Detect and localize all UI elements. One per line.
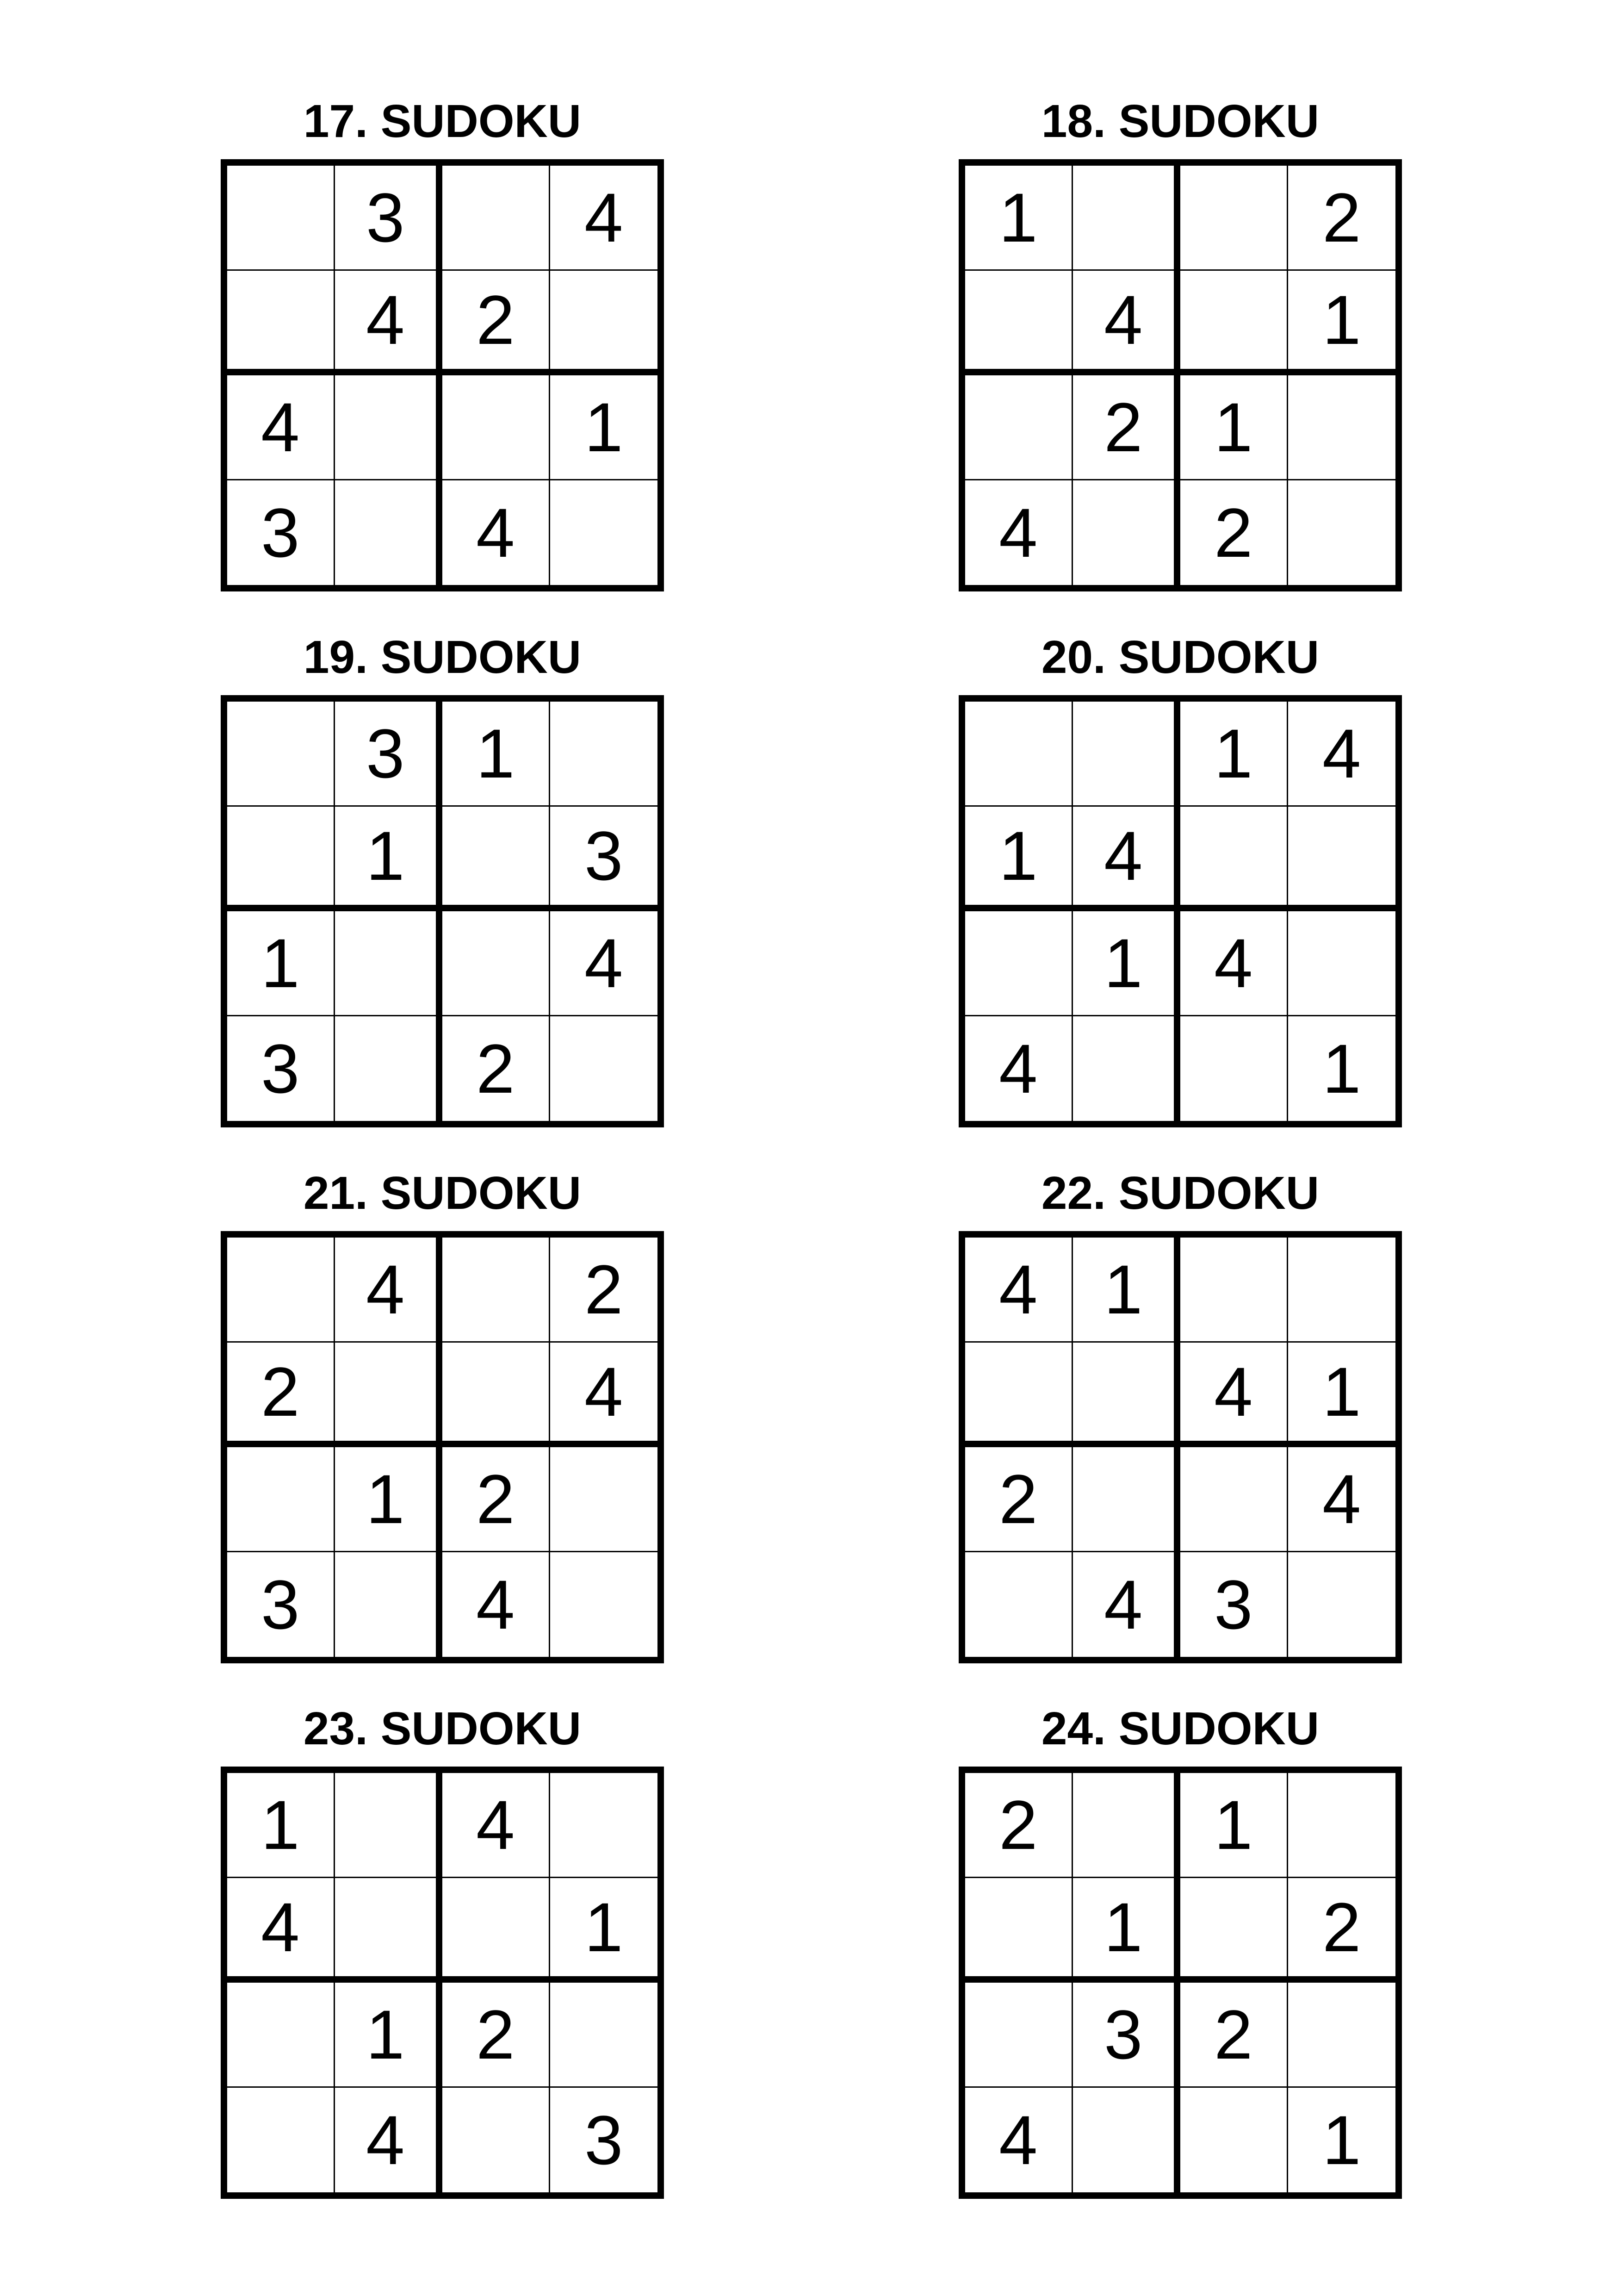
sudoku-cell[interactable]: 4 bbox=[965, 1238, 1073, 1343]
sudoku-cell[interactable]: 3 bbox=[584, 2101, 623, 2179]
sudoku-cell[interactable] bbox=[227, 166, 335, 271]
sudoku-cell[interactable]: 4 bbox=[1180, 1343, 1288, 1448]
sudoku-cell[interactable]: 2 bbox=[442, 1016, 550, 1121]
puzzle-title: 20. SUDOKU bbox=[1041, 631, 1320, 683]
sudoku-cell[interactable]: 2 bbox=[442, 1447, 550, 1552]
sudoku-cell[interactable] bbox=[1180, 1447, 1288, 1552]
sudoku-cell[interactable]: 1 bbox=[550, 375, 658, 480]
sudoku-cell[interactable] bbox=[965, 911, 1073, 1016]
sudoku-cell[interactable] bbox=[1180, 1238, 1288, 1343]
sudoku-cell[interactable] bbox=[442, 1878, 550, 1983]
sudoku-cell[interactable]: 4 bbox=[965, 2088, 1073, 2193]
puzzle-title: 17. SUDOKU bbox=[303, 95, 582, 147]
sudoku-grid bbox=[221, 159, 664, 591]
sudoku-cell[interactable]: 1 bbox=[1288, 1343, 1396, 1448]
sudoku-cell[interactable] bbox=[1288, 1773, 1396, 1878]
sudoku-cell[interactable] bbox=[442, 375, 550, 480]
sudoku-cell[interactable]: 2 bbox=[1288, 1878, 1396, 1983]
sudoku-cell[interactable]: 1 bbox=[335, 807, 443, 912]
sudoku-cell[interactable]: 1 bbox=[442, 702, 550, 807]
sudoku-cell[interactable]: 1 bbox=[1322, 2101, 1361, 2179]
puzzle-title: 22. SUDOKU bbox=[1041, 1167, 1320, 1219]
sudoku-cell[interactable]: 3 bbox=[335, 166, 443, 271]
sudoku-cell[interactable] bbox=[550, 1447, 658, 1552]
sudoku-cell[interactable]: 4 bbox=[965, 1016, 1073, 1121]
sudoku-cell[interactable] bbox=[965, 1878, 1073, 1983]
sudoku-cell[interactable] bbox=[1180, 166, 1288, 271]
sudoku-cell[interactable] bbox=[965, 1552, 1073, 1657]
puzzle-title: 19. SUDOKU bbox=[303, 631, 582, 683]
sudoku-cell[interactable] bbox=[965, 1343, 1073, 1448]
sudoku-cell[interactable] bbox=[1288, 807, 1396, 912]
sudoku-cell[interactable] bbox=[1288, 480, 1396, 585]
sudoku-cell[interactable]: 4 bbox=[550, 911, 658, 1016]
sudoku-cell[interactable] bbox=[1288, 911, 1396, 1016]
sudoku-cell[interactable] bbox=[1073, 2088, 1181, 2193]
sudoku-cell[interactable]: 4 bbox=[1288, 702, 1396, 807]
sudoku-cell[interactable]: 3 bbox=[1073, 1983, 1181, 2088]
sudoku-cell[interactable]: 4 bbox=[550, 1343, 658, 1448]
sudoku-cell[interactable]: 1 bbox=[965, 166, 1073, 271]
sudoku-cell[interactable] bbox=[227, 1983, 335, 2088]
sudoku-cell[interactable]: 1 bbox=[1073, 1878, 1181, 1983]
sudoku-cell[interactable]: 1 bbox=[1180, 702, 1288, 807]
sudoku-cell[interactable]: 1 bbox=[1180, 375, 1288, 480]
sudoku-cell[interactable] bbox=[550, 271, 658, 376]
sudoku-cell[interactable]: 3 bbox=[1180, 1552, 1288, 1657]
sudoku-cell[interactable] bbox=[335, 1016, 443, 1121]
sudoku-cell[interactable]: 1 bbox=[335, 1983, 443, 2088]
sudoku-cell[interactable]: 2 bbox=[442, 1983, 550, 2088]
sudoku-cell[interactable] bbox=[1288, 1238, 1396, 1343]
sudoku-cell[interactable] bbox=[1073, 702, 1181, 807]
sudoku-cell[interactable] bbox=[1180, 807, 1288, 912]
sudoku-cell[interactable] bbox=[1073, 1343, 1181, 1448]
sudoku-cell[interactable] bbox=[335, 1552, 443, 1657]
sudoku-grid bbox=[959, 695, 1402, 1127]
sudoku-cell[interactable] bbox=[442, 1238, 550, 1343]
sudoku-cell[interactable]: 4 bbox=[335, 271, 443, 376]
sudoku-cell[interactable] bbox=[965, 271, 1073, 376]
sudoku-cell[interactable]: 4 bbox=[227, 1878, 335, 1983]
sudoku-cell[interactable]: 3 bbox=[227, 1016, 335, 1121]
sudoku-cell[interactable]: 4 bbox=[335, 2088, 443, 2193]
sudoku-cell[interactable]: 4 bbox=[335, 1238, 443, 1343]
sudoku-cell[interactable]: 4 bbox=[1073, 271, 1181, 376]
sudoku-cell[interactable]: 2 bbox=[1180, 1983, 1288, 2088]
sudoku-cell[interactable]: 1 bbox=[1288, 271, 1396, 376]
sudoku-cell[interactable] bbox=[227, 1447, 335, 1552]
sudoku-cell[interactable] bbox=[1073, 1447, 1181, 1552]
sudoku-cell[interactable] bbox=[1288, 1552, 1396, 1657]
sudoku-cell[interactable]: 2 bbox=[442, 271, 550, 376]
sudoku-cell[interactable] bbox=[1288, 1983, 1396, 2088]
sudoku-cell[interactable] bbox=[227, 2088, 335, 2193]
sudoku-cell[interactable]: 2 bbox=[965, 1447, 1073, 1552]
sudoku-cell[interactable]: 2 bbox=[1288, 166, 1396, 271]
sudoku-cell[interactable]: 2 bbox=[1073, 375, 1181, 480]
sudoku-cell[interactable] bbox=[1180, 1016, 1288, 1121]
sudoku-cell[interactable] bbox=[1180, 1878, 1288, 1983]
sudoku-cell[interactable] bbox=[965, 375, 1073, 480]
sudoku-cell[interactable] bbox=[335, 1773, 443, 1878]
sudoku-cell[interactable] bbox=[1073, 1016, 1181, 1121]
sudoku-cell[interactable] bbox=[442, 807, 550, 912]
sudoku-cell[interactable]: 4 bbox=[227, 375, 335, 480]
sudoku-cell[interactable]: 3 bbox=[227, 1552, 335, 1657]
sudoku-cell[interactable]: 2 bbox=[965, 1773, 1073, 1878]
sudoku-cell[interactable]: 3 bbox=[227, 480, 335, 585]
sudoku-grid bbox=[221, 695, 664, 1127]
sudoku-cell[interactable]: 2 bbox=[1180, 480, 1288, 585]
sudoku-cell[interactable] bbox=[335, 1878, 443, 1983]
sudoku-cell[interactable] bbox=[1073, 480, 1181, 585]
sudoku-cell[interactable] bbox=[550, 1016, 658, 1121]
sudoku-cell[interactable] bbox=[442, 911, 550, 1016]
sudoku-cell[interactable] bbox=[442, 2088, 550, 2193]
sudoku-cell[interactable] bbox=[442, 166, 550, 271]
sudoku-grid bbox=[959, 159, 1402, 591]
sudoku-cell[interactable]: 1 bbox=[227, 911, 335, 1016]
puzzle-title: 21. SUDOKU bbox=[303, 1167, 582, 1219]
sudoku-cell[interactable]: 1 bbox=[335, 1447, 443, 1552]
sudoku-cell[interactable]: 1 bbox=[965, 807, 1073, 912]
sudoku-cell[interactable]: 1 bbox=[1073, 911, 1181, 1016]
sudoku-cell[interactable] bbox=[550, 1773, 658, 1878]
sudoku-cell[interactable]: 3 bbox=[335, 702, 443, 807]
sudoku-grid bbox=[221, 1231, 664, 1663]
sudoku-cell[interactable]: 1 bbox=[1180, 1773, 1288, 1878]
sudoku-cell[interactable]: 4 bbox=[1180, 911, 1288, 1016]
sudoku-cell[interactable] bbox=[335, 480, 443, 585]
sudoku-grid bbox=[959, 1231, 1402, 1663]
sudoku-grid bbox=[959, 1767, 1402, 2199]
sudoku-cell[interactable] bbox=[1180, 271, 1288, 376]
sudoku-cell[interactable] bbox=[550, 702, 658, 807]
sudoku-cell[interactable]: 1 bbox=[227, 1773, 335, 1878]
sudoku-cell[interactable] bbox=[1073, 1773, 1181, 1878]
sudoku-cell[interactable] bbox=[227, 271, 335, 376]
sudoku-cell[interactable] bbox=[965, 1983, 1073, 2088]
sudoku-cell[interactable] bbox=[442, 1343, 550, 1448]
sudoku-cell[interactable] bbox=[1288, 375, 1396, 480]
sudoku-cell[interactable]: 1 bbox=[550, 1878, 658, 1983]
sudoku-cell[interactable] bbox=[227, 702, 335, 807]
sudoku-cell[interactable]: 2 bbox=[550, 1238, 658, 1343]
sudoku-cell[interactable] bbox=[1180, 2088, 1288, 2193]
sudoku-cell[interactable]: 1 bbox=[1073, 1238, 1181, 1343]
sudoku-cell[interactable]: 4 bbox=[965, 480, 1073, 585]
sudoku-cell[interactable]: 4 bbox=[442, 1552, 550, 1657]
sudoku-cell[interactable]: 4 bbox=[1073, 807, 1181, 912]
sudoku-cell[interactable] bbox=[227, 807, 335, 912]
sudoku-cell[interactable] bbox=[550, 1552, 658, 1657]
puzzle-title: 23. SUDOKU bbox=[303, 1703, 582, 1755]
sudoku-cell[interactable] bbox=[335, 911, 443, 1016]
sudoku-cell[interactable] bbox=[335, 1343, 443, 1448]
puzzle-title: 18. SUDOKU bbox=[1041, 95, 1320, 147]
sudoku-cell[interactable] bbox=[965, 702, 1073, 807]
sudoku-cell[interactable]: 1 bbox=[1322, 1029, 1361, 1108]
sudoku-cell[interactable] bbox=[550, 1983, 658, 2088]
sudoku-cell[interactable]: 4 bbox=[550, 166, 658, 271]
sudoku-cell[interactable]: 4 bbox=[442, 1773, 550, 1878]
sudoku-cell[interactable] bbox=[550, 480, 658, 585]
sudoku-cell[interactable]: 4 bbox=[442, 480, 550, 585]
sudoku-cell[interactable] bbox=[227, 1238, 335, 1343]
sudoku-cell[interactable] bbox=[335, 375, 443, 480]
sudoku-cell[interactable]: 4 bbox=[1073, 1552, 1181, 1657]
sudoku-cell[interactable]: 4 bbox=[1288, 1447, 1396, 1552]
sudoku-grid bbox=[221, 1767, 664, 2199]
sudoku-cell[interactable]: 3 bbox=[550, 807, 658, 912]
sudoku-cell[interactable] bbox=[1073, 166, 1181, 271]
sudoku-cell[interactable]: 2 bbox=[227, 1343, 335, 1448]
puzzle-title: 24. SUDOKU bbox=[1041, 1703, 1320, 1755]
